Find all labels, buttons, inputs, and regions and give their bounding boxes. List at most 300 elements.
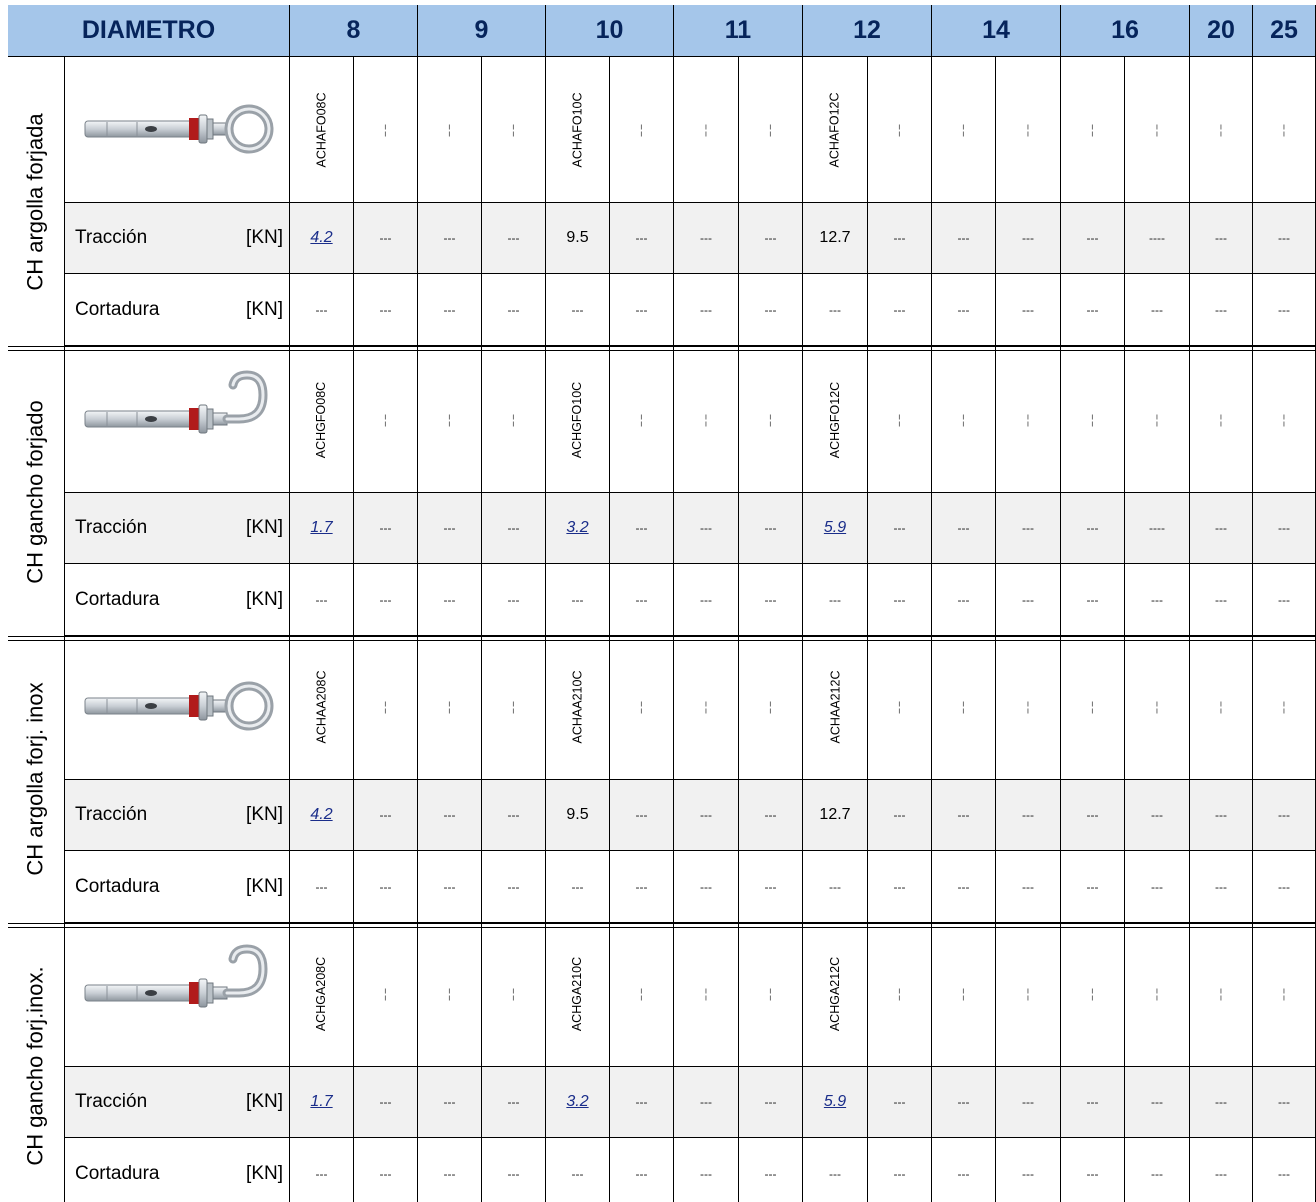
product-code-cell (803, 921, 868, 1067)
traccion-value-cell (354, 493, 418, 564)
product-code: ACHAA208C (314, 670, 329, 743)
cortadura-value: --- (829, 879, 841, 894)
empty-marker: ¦ (897, 699, 902, 714)
product-code: ACHAFO10C (570, 91, 585, 168)
product-section (8, 347, 1316, 636)
cortadura-value: --- (1278, 302, 1290, 317)
cortadura-value-cell (546, 564, 610, 636)
product-code-cell (482, 347, 546, 493)
cortadura-label-cell (65, 851, 290, 923)
cortadura-value: --- (635, 1166, 648, 1181)
cortadura-value: --- (1151, 592, 1163, 607)
traccion-value-cell (739, 203, 803, 274)
product-code-cell (674, 57, 739, 203)
traccion-unit: [KN] (246, 804, 283, 825)
product-section (8, 57, 1316, 346)
cortadura-value: --- (635, 302, 648, 317)
product-code-cell (1253, 57, 1316, 203)
cortadura-value: --- (1086, 1166, 1099, 1181)
cortadura-value-cell (1190, 564, 1253, 636)
empty-marker: ¦ (383, 986, 388, 1001)
traccion-label: Tracción (75, 1091, 148, 1112)
traccion-value: --- (1215, 808, 1227, 822)
empty-marker: ¦ (1090, 986, 1095, 1001)
product-code-cell (932, 921, 996, 1067)
empty-marker: ¦ (704, 986, 708, 1001)
cortadura-value: --- (1086, 592, 1099, 607)
empty-marker: ¦ (768, 699, 773, 714)
cortadura-value: --- (1022, 879, 1034, 894)
product-code-cell (739, 634, 803, 780)
cortadura-value: --- (829, 302, 841, 317)
product-code-cell (418, 347, 482, 493)
product-code-cell (674, 347, 739, 493)
cortadura-value-cell (674, 274, 739, 346)
product-code-cell (546, 347, 610, 493)
cortadura-value: --- (315, 302, 328, 317)
product-code-cell (1190, 347, 1253, 493)
traccion-value: 9.5 (566, 806, 589, 823)
product-code-cell (803, 57, 868, 203)
empty-marker: ¦ (383, 699, 388, 714)
cortadura-value: --- (1151, 1166, 1163, 1181)
cortadura-value-cell (868, 274, 932, 346)
cortadura-value-cell (1125, 851, 1190, 923)
traccion-value-cell (1253, 493, 1316, 564)
traccion-value: --- (443, 521, 456, 535)
cortadura-value: --- (700, 1166, 712, 1181)
empty-marker: ¦ (447, 986, 452, 1001)
product-code-cell (932, 347, 996, 493)
traccion-label-cell (65, 780, 290, 851)
traccion-value: --- (1215, 521, 1227, 535)
traccion-value: ---- (1149, 521, 1165, 535)
cortadura-value: --- (957, 302, 970, 317)
empty-marker: ¦ (704, 412, 708, 427)
product-code-cell (996, 57, 1061, 203)
cortadura-value: --- (1215, 592, 1227, 607)
eye-bolt-anchor-icon (65, 57, 290, 203)
cortadura-value-cell (290, 274, 354, 346)
traccion-value-cell (1125, 493, 1190, 564)
product-name-label (8, 57, 65, 346)
empty-marker: ¦ (1219, 699, 1223, 714)
cortadura-value: --- (507, 879, 520, 894)
product-code-cell (1061, 634, 1125, 780)
hook-bolt-anchor-icon (65, 347, 290, 493)
cortadura-value-cell (803, 564, 868, 636)
traccion-value-cell (354, 203, 418, 274)
cortadura-label: Cortadura (75, 875, 160, 897)
traccion-label-cell (65, 493, 290, 564)
product-code-cell (610, 347, 674, 493)
traccion-value: --- (507, 231, 520, 245)
cortadura-value-cell (290, 564, 354, 636)
cortadura-value: --- (1278, 1166, 1290, 1181)
traccion-value-cell (803, 1067, 868, 1138)
empty-marker: ¦ (383, 122, 388, 137)
cortadura-value-cell (418, 564, 482, 636)
traccion-value-cell (674, 203, 739, 274)
traccion-value-cell (1190, 203, 1253, 274)
cortadura-value: --- (443, 879, 456, 894)
product-code-cell (674, 921, 739, 1067)
product-code: ACHGFO08C (314, 381, 329, 458)
cortadura-value: --- (1278, 592, 1290, 607)
product-code: ACHGA208C (314, 956, 329, 1031)
traccion-value-cell (290, 1067, 354, 1138)
cortadura-value-cell (739, 564, 803, 636)
cortadura-unit: [KN] (246, 1162, 283, 1184)
traccion-value-cell (610, 203, 674, 274)
cortadura-value: --- (571, 1166, 584, 1181)
product-code-cell (739, 57, 803, 203)
cortadura-label-cell (65, 1138, 290, 1202)
cortadura-value-cell (674, 564, 739, 636)
product-code-cell (1190, 634, 1253, 780)
cortadura-value-cell (932, 1138, 996, 1202)
cortadura-value: --- (764, 1166, 777, 1181)
traccion-value-cell (932, 493, 996, 564)
traccion-value-cell (1253, 203, 1316, 274)
traccion-value-cell (996, 203, 1061, 274)
traccion-value-cell (546, 493, 610, 564)
empty-marker: ¦ (961, 986, 966, 1001)
product-code: ACHAFO08C (314, 91, 329, 168)
traccion-value-cell (1125, 203, 1190, 274)
traccion-value-cell (803, 493, 868, 564)
diameter-header-11: 11 (674, 5, 803, 57)
traccion-value: --- (1086, 1095, 1099, 1109)
cortadura-label-cell (65, 274, 290, 346)
traccion-value-cell (482, 1067, 546, 1138)
cortadura-value-cell (354, 564, 418, 636)
traccion-value-cell (868, 493, 932, 564)
traccion-value-link[interactable]: 3.2 (566, 519, 589, 536)
traccion-value-cell (610, 1067, 674, 1138)
product-code-cell (610, 634, 674, 780)
empty-marker: ¦ (447, 122, 452, 137)
traccion-value-cell (674, 780, 739, 851)
product-code: ACHAA212C (828, 670, 843, 743)
cortadura-value-cell (1125, 274, 1190, 346)
cortadura-value-cell (1061, 274, 1125, 346)
traccion-value: --- (1022, 521, 1034, 535)
traccion-value-link[interactable]: 5.9 (823, 1093, 847, 1110)
traccion-label-cell (65, 1067, 290, 1138)
cortadura-unit: [KN] (246, 588, 283, 610)
product-code-cell (1125, 347, 1190, 493)
cortadura-value-cell (290, 1138, 354, 1202)
cortadura-value-cell (996, 1138, 1061, 1202)
traccion-value-cell (354, 1067, 418, 1138)
cortadura-value-cell (868, 1138, 932, 1202)
cortadura-value: --- (893, 879, 906, 894)
cortadura-value-cell (1125, 564, 1190, 636)
cortadura-value-cell (932, 274, 996, 346)
product-code-cell (354, 921, 418, 1067)
product-code-cell (868, 921, 932, 1067)
traccion-value-cell (354, 780, 418, 851)
empty-marker: ¦ (639, 699, 644, 714)
traccion-value-cell (674, 493, 739, 564)
empty-marker: ¦ (447, 412, 452, 427)
traccion-value-link[interactable]: 4.2 (310, 806, 333, 823)
traccion-value: --- (379, 231, 392, 245)
product-code-cell (674, 634, 739, 780)
traccion-value-cell (482, 493, 546, 564)
traccion-value-link[interactable]: 1.7 (310, 1093, 333, 1110)
cortadura-value-cell (354, 851, 418, 923)
cortadura-value: --- (443, 1166, 456, 1181)
cortadura-value: --- (1151, 879, 1163, 894)
cortadura-value: --- (764, 592, 777, 607)
cortadura-value: --- (1215, 302, 1227, 317)
empty-marker: ¦ (1026, 412, 1030, 427)
traccion-value-link[interactable]: 1.7 (310, 519, 333, 536)
cortadura-value: --- (315, 879, 328, 894)
traccion-value-cell (1190, 1067, 1253, 1138)
product-code-cell (354, 57, 418, 203)
traccion-value: --- (1086, 231, 1099, 245)
empty-marker: ¦ (639, 986, 644, 1001)
traccion-value-cell (1061, 1067, 1125, 1138)
traccion-value: --- (893, 1095, 906, 1109)
traccion-value-cell (1190, 780, 1253, 851)
traccion-value: --- (379, 808, 392, 822)
traccion-value-cell (546, 1067, 610, 1138)
empty-marker: ¦ (768, 412, 773, 427)
traccion-value: --- (700, 231, 712, 245)
traccion-value: --- (379, 1095, 392, 1109)
traccion-value: --- (1022, 231, 1034, 245)
product-code-cell (610, 921, 674, 1067)
traccion-value-link[interactable]: 5.9 (823, 519, 847, 536)
traccion-value: --- (957, 521, 970, 535)
cortadura-unit: [KN] (246, 298, 283, 320)
product-code-cell (1125, 921, 1190, 1067)
traccion-value: --- (893, 808, 906, 822)
traccion-value-cell (868, 780, 932, 851)
traccion-value: --- (700, 521, 712, 535)
traccion-value-cell (1125, 780, 1190, 851)
cortadura-value-cell (610, 274, 674, 346)
product-code-cell (482, 921, 546, 1067)
traccion-value: --- (1215, 1095, 1227, 1109)
empty-marker: ¦ (639, 412, 644, 427)
product-code: ACHGA210C (570, 956, 585, 1031)
traccion-value-cell (1061, 780, 1125, 851)
traccion-value: --- (379, 521, 392, 535)
product-code-cell (1061, 347, 1125, 493)
cortadura-value-cell (1061, 1138, 1125, 1202)
traccion-value-cell (418, 1067, 482, 1138)
product-code-cell (418, 57, 482, 203)
cortadura-value-cell (803, 274, 868, 346)
product-code-cell (290, 634, 354, 780)
empty-marker: ¦ (511, 412, 516, 427)
product-code-cell (1061, 921, 1125, 1067)
cortadura-value-cell (996, 851, 1061, 923)
product-code: ACHAA210C (570, 670, 585, 743)
traccion-unit: [KN] (246, 1091, 283, 1112)
hook-bolt-anchor-icon (65, 921, 290, 1067)
product-code-cell (739, 921, 803, 1067)
cortadura-value: --- (1022, 302, 1034, 317)
cortadura-value: --- (443, 592, 456, 607)
eye-bolt-anchor-icon (65, 634, 290, 780)
traccion-value: --- (443, 808, 456, 822)
cortadura-value-cell (354, 274, 418, 346)
traccion-value-cell (1253, 780, 1316, 851)
cortadura-value-cell (739, 274, 803, 346)
cortadura-value-cell (482, 564, 546, 636)
traccion-value: --- (1151, 808, 1163, 822)
cortadura-value: --- (507, 592, 520, 607)
product-code-cell (546, 57, 610, 203)
empty-marker: ¦ (1090, 122, 1095, 137)
traccion-value: --- (635, 808, 648, 822)
empty-marker: ¦ (897, 122, 902, 137)
product-code-cell (290, 347, 354, 493)
cortadura-value-cell (546, 1138, 610, 1202)
product-code-cell (739, 347, 803, 493)
cortadura-value: --- (893, 302, 906, 317)
cortadura-value: --- (443, 302, 456, 317)
cortadura-value-cell (803, 1138, 868, 1202)
empty-marker: ¦ (1155, 122, 1159, 137)
empty-marker: ¦ (1090, 699, 1095, 714)
traccion-value-cell (482, 780, 546, 851)
traccion-value: --- (1278, 808, 1290, 822)
traccion-value-cell (1125, 1067, 1190, 1138)
product-code-cell (932, 57, 996, 203)
traccion-unit: [KN] (246, 227, 283, 248)
empty-marker: ¦ (1026, 699, 1030, 714)
product-code-cell (1253, 347, 1316, 493)
traccion-value-link[interactable]: 3.2 (566, 1093, 589, 1110)
cortadura-label-cell (65, 564, 290, 636)
empty-marker: ¦ (1219, 122, 1223, 137)
product-code: ACHGA212C (828, 956, 842, 1031)
traccion-value-cell (1190, 493, 1253, 564)
product-name-label (8, 921, 65, 1202)
traccion-value: --- (507, 521, 520, 535)
empty-marker: ¦ (1282, 122, 1286, 137)
traccion-value-link[interactable]: 4.2 (310, 229, 333, 246)
empty-marker: ¦ (1090, 412, 1095, 427)
traccion-value-cell (996, 493, 1061, 564)
cortadura-value-cell (932, 564, 996, 636)
product-code-cell (932, 634, 996, 780)
diameter-header-16: 16 (1061, 5, 1190, 57)
product-code: ACHAFO12C (828, 91, 842, 168)
traccion-label-cell (65, 203, 290, 274)
traccion-value-cell (739, 780, 803, 851)
traccion-value-cell (868, 203, 932, 274)
traccion-value: --- (1278, 521, 1290, 535)
diameter-header-8: 8 (290, 5, 418, 57)
product-code-cell (1253, 634, 1316, 780)
product-code-cell (418, 634, 482, 780)
product-name-text: CH gancho forj.inox. (23, 965, 49, 1166)
product-code: ACHGFO12C (828, 381, 842, 458)
traccion-value: --- (764, 231, 777, 245)
empty-marker: ¦ (704, 122, 708, 137)
cortadura-value-cell (932, 851, 996, 923)
cortadura-value-cell (482, 851, 546, 923)
cortadura-value-cell (868, 851, 932, 923)
cortadura-value-cell (996, 274, 1061, 346)
cortadura-value: --- (1022, 592, 1034, 607)
traccion-value: --- (1215, 231, 1227, 245)
cortadura-value: --- (379, 592, 392, 607)
cortadura-value: --- (1086, 879, 1099, 894)
traccion-value: --- (957, 231, 970, 245)
product-code-cell (354, 634, 418, 780)
cortadura-value-cell (1125, 1138, 1190, 1202)
traccion-value: --- (1022, 1095, 1034, 1109)
cortadura-value: --- (957, 879, 970, 894)
product-code-cell (1061, 57, 1125, 203)
product-name-text: CH argolla forj. inox (23, 681, 48, 876)
cortadura-value-cell (1253, 1138, 1316, 1202)
cortadura-value: --- (571, 302, 584, 317)
cortadura-value-cell (739, 851, 803, 923)
diameter-header-12: 12 (803, 5, 932, 57)
empty-marker: ¦ (511, 699, 516, 714)
empty-marker: ¦ (768, 986, 773, 1001)
traccion-value-cell (290, 203, 354, 274)
traccion-value-cell (803, 203, 868, 274)
traccion-label: Tracción (75, 804, 148, 825)
product-code-cell (1190, 57, 1253, 203)
traccion-value-cell (739, 1067, 803, 1138)
cortadura-value: --- (571, 879, 584, 894)
empty-marker: ¦ (1282, 986, 1286, 1001)
cortadura-value: --- (1278, 879, 1290, 894)
traccion-value: --- (1022, 808, 1034, 822)
traccion-label: Tracción (75, 227, 148, 248)
traccion-value-cell (932, 203, 996, 274)
traccion-value-cell (610, 493, 674, 564)
cortadura-value-cell (418, 851, 482, 923)
traccion-value: --- (1086, 808, 1099, 822)
traccion-value: --- (893, 521, 906, 535)
empty-marker: ¦ (1026, 986, 1030, 1001)
traccion-value-cell (418, 203, 482, 274)
traccion-value-cell (739, 493, 803, 564)
product-code-cell (546, 921, 610, 1067)
traccion-value: --- (700, 808, 712, 822)
empty-marker: ¦ (961, 122, 966, 137)
cortadura-value: --- (635, 879, 648, 894)
product-code-cell (290, 57, 354, 203)
product-section (8, 921, 1316, 1202)
cortadura-label: Cortadura (75, 298, 160, 320)
diameter-header-10: 10 (546, 5, 674, 57)
traccion-value-cell (546, 203, 610, 274)
product-code-cell (868, 634, 932, 780)
traccion-value-cell (482, 203, 546, 274)
product-code-cell (868, 57, 932, 203)
cortadura-label: Cortadura (75, 588, 160, 610)
traccion-value-cell (996, 1067, 1061, 1138)
traccion-value-cell (610, 780, 674, 851)
cortadura-value: --- (829, 1166, 841, 1181)
cortadura-value-cell (1253, 274, 1316, 346)
traccion-value-cell (996, 780, 1061, 851)
